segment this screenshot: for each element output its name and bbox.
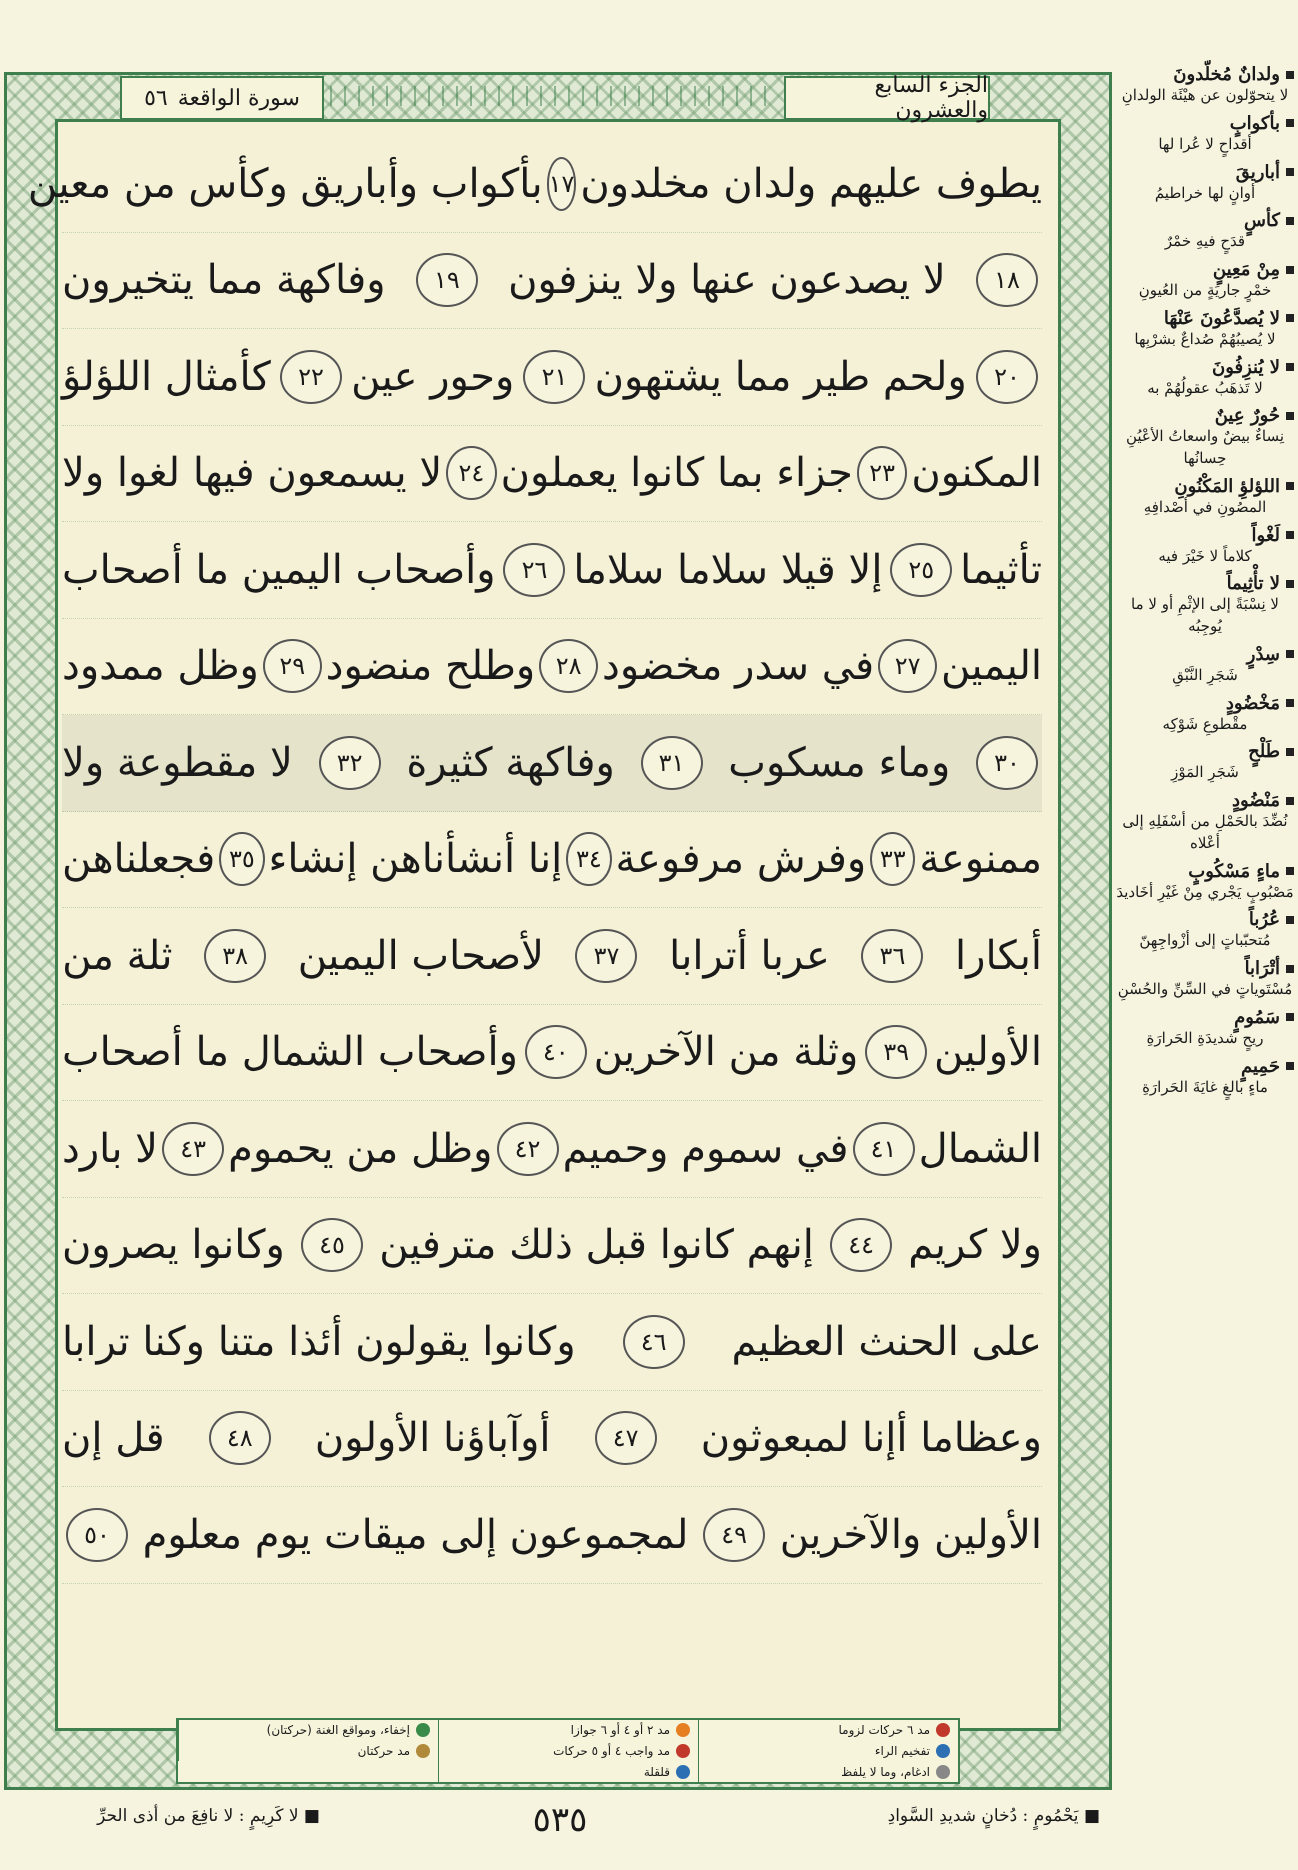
verse-segment: وأصحاب اليمين ما أصحاب (62, 546, 496, 593)
verse-segment: الشمال (918, 1125, 1042, 1172)
ayah-number-marker: ٤٦ (623, 1315, 685, 1369)
ayah-number-marker: ٤٤ (830, 1218, 892, 1272)
glossary-entry (1116, 259, 1294, 302)
glossary-entry (1116, 113, 1294, 156)
verse-segment: ولا كريم (908, 1222, 1042, 1269)
verse-text-area (27, 136, 1042, 1696)
ayah-number-marker: ٣٩ (865, 1025, 927, 1079)
verse-segment: الأولين والآخرين (779, 1511, 1042, 1558)
legend-item (698, 1761, 958, 1782)
verse-segment: وماء مسكوب (728, 739, 951, 786)
ayah-number-marker: ١٩ (416, 253, 478, 307)
verse-segment: يطوف عليهم ولدان مخلدون (580, 160, 1042, 207)
glossary-entry (1116, 573, 1294, 638)
legend-item (438, 1741, 698, 1762)
ayah-number-marker: ٣٤ (566, 832, 611, 886)
glossary-definition: شَجَرِ المَوْزِ (1171, 763, 1239, 782)
verse-segment: وكانوا يصرون (62, 1222, 285, 1269)
verse-line (62, 1101, 1042, 1198)
legend-item (698, 1720, 958, 1741)
legend-label: مد حركتان (357, 1743, 410, 1758)
glossary-term (1116, 210, 1294, 231)
glossary-entry (1116, 525, 1294, 568)
glossary-definition: خمْرٍ جاريَةٍ من العُيونِ (1138, 281, 1272, 299)
legend-color-dot (936, 1744, 950, 1758)
glossary-entry (1116, 1007, 1294, 1050)
ayah-number-marker: ٤٠ (525, 1025, 587, 1079)
legend-color-dot (416, 1744, 430, 1758)
verse-line (62, 522, 1042, 619)
ayah-number-marker: ٣٠ (976, 736, 1038, 790)
legend-label: ادغام، وما لا يلفظ (841, 1764, 930, 1779)
verse-segment: وظل ممدود (62, 643, 259, 690)
glossary-term-text: مِنْ مَعِينٍ (1212, 259, 1280, 280)
glossary-entry (1116, 790, 1294, 855)
verse-segment: لا يسمعون فيها لغوا ولا (62, 450, 443, 497)
glossary-term-text: لَغْواً (1251, 524, 1280, 546)
glossary-term-text: بأكوابٍ (1229, 112, 1280, 134)
verse-segment: إنهم كانوا قبل ذلك مترفين (379, 1222, 814, 1269)
glossary-term-text: مَنْضُودٍ (1232, 790, 1280, 811)
glossary-entry (1116, 162, 1294, 205)
glossary-term (1116, 525, 1294, 546)
verse-segment: لأصحاب اليمين (297, 932, 544, 979)
glossary-term (1116, 573, 1294, 594)
verse-segment: وكانوا يقولون أئذا متنا وكنا ترابا (62, 1318, 576, 1365)
glossary-term (1116, 162, 1294, 183)
glossary-definition: قدَحٍ فيهِ خمْرٌ (1164, 232, 1246, 251)
verse-segment: كأمثال اللؤلؤ (62, 353, 271, 400)
page-number: ٥٣٥ (532, 1800, 588, 1840)
verse-segment: في سموم وحميم (562, 1125, 849, 1172)
ayah-number-marker: ٢٣ (857, 446, 907, 500)
legend-label: إخفاء، ومواقع الغنة (حركتان) (266, 1723, 410, 1738)
footer-note-right: ■ يَحْمُومٍ : دُخانٍ شديدِ السَّوادِ (887, 1806, 1100, 1826)
verse-segment: قل إن (62, 1415, 165, 1462)
glossary-term (1116, 357, 1294, 378)
glossary-definition: أقداحٍ لا عُرا لها (1158, 134, 1252, 153)
glossary-term (1116, 64, 1294, 85)
ayah-number-marker: ٢٨ (539, 639, 598, 693)
verse-segment: على الحنث العظيم (731, 1318, 1042, 1365)
verse-line (62, 715, 1042, 812)
verse-line (62, 426, 1042, 523)
verse-line (62, 908, 1042, 1005)
legend-item (178, 1741, 438, 1762)
glossary-entry (1116, 476, 1294, 519)
verse-line (62, 1391, 1042, 1488)
verse-segment: وطلح منضود (325, 643, 536, 690)
ayah-number-marker: ٢١ (523, 350, 585, 404)
verse-segment: وظل من يحموم (228, 1125, 493, 1172)
surah-number: ٥٦ (144, 85, 168, 111)
header-ornament (330, 86, 774, 106)
verse-segment: وفرش مرفوعة (615, 836, 867, 883)
glossary-term-text: طَلْحٍ (1248, 741, 1280, 763)
glossary-entry (1116, 741, 1294, 784)
verse-segment: وفاكهة مما يتخيرون (62, 257, 386, 304)
glossary-term-text: حَمِيمٍ (1241, 1055, 1280, 1077)
ayah-number-marker: ٥٠ (66, 1508, 128, 1562)
ayah-number-marker: ٣٥ (219, 832, 264, 886)
ayah-number-marker: ٣٣ (870, 832, 915, 886)
glossary-term-text: سَمُومٍ (1234, 1006, 1280, 1028)
glossary-entry (1116, 64, 1294, 107)
glossary-term-text: لا تأْثِيماً (1226, 573, 1280, 595)
verse-segment: جزاء بما كانوا يعملون (500, 450, 853, 497)
glossary-entry (1116, 357, 1294, 400)
glossary-term (1116, 1056, 1294, 1077)
glossary-term-text: اللؤلؤِ المَكْنُونِ (1174, 475, 1280, 497)
verse-segment: وفاكهة كثيرة (406, 739, 615, 786)
glossary-definition: مقْطوعِ شَوْكِه (1162, 714, 1248, 733)
glossary-definition: مُتحبّباتٍ إلى أزْواجِهِنّ (1139, 931, 1271, 950)
ayah-number-marker: ٤٢ (497, 1122, 559, 1176)
legend-label: مد ٦ حركات لزوما (838, 1723, 930, 1738)
verse-line (62, 1487, 1042, 1584)
legend-label: تفخيم الراء (874, 1743, 930, 1758)
verse-segment: إنا أنشأناهن إنشاء (268, 836, 563, 883)
legend-item (178, 1720, 438, 1741)
verse-segment: في سدر مخضود (602, 643, 875, 690)
verse-segment: ممنوعة (919, 836, 1042, 883)
verse-segment: لا بارد (62, 1125, 158, 1172)
juz-label: الجزء السابع والعشرون (874, 73, 988, 123)
glossary-entry (1116, 405, 1294, 470)
glossary-term (1116, 405, 1294, 426)
verse-line (62, 329, 1042, 426)
verse-segment: ولحم طير مما يشتهون (594, 353, 967, 400)
glossary-term (1116, 259, 1294, 280)
ayah-number-marker: ٤٣ (162, 1122, 224, 1176)
verse-segment: الأولين (934, 1029, 1042, 1076)
glossary-term-text: مَخْضُودٍ (1225, 692, 1280, 714)
verse-segment: وثلة من الآخرين (593, 1029, 859, 1076)
tajweed-legend (176, 1718, 960, 1784)
verse-line (62, 1294, 1042, 1391)
verse-segment: وعظاما أإنا لمبعوثون (700, 1415, 1042, 1462)
glossary-entry (1116, 210, 1294, 253)
verse-segment: تأثيما (960, 546, 1042, 593)
glossary-term-text: ماءٍ مَسْكُوبٍ (1188, 860, 1280, 882)
ayah-number-marker: ٣٦ (861, 929, 923, 983)
glossary-term (1116, 958, 1294, 979)
verse-segment: اليمين (940, 643, 1042, 690)
glossary-term (1116, 790, 1294, 811)
glossary-term (1116, 308, 1294, 329)
verse-line (62, 812, 1042, 909)
legend-color-dot (676, 1765, 690, 1779)
ayah-number-marker: ٢٥ (890, 543, 952, 597)
ayah-number-marker: ٢٤ (446, 446, 496, 500)
verse-segment: لا مقطوعة ولا (62, 739, 293, 786)
ayah-number-marker: ١٨ (976, 253, 1038, 307)
legend-color-dot (676, 1723, 690, 1737)
verse-segment: أوآباؤنا الأولون (314, 1415, 551, 1462)
ayah-number-marker: ٢٧ (878, 639, 937, 693)
verse-line (62, 1005, 1042, 1102)
glossary-definition: نِساءٌ بيضٌ واسعاتُ الأعْيُنِ حِسانُها (1125, 427, 1285, 467)
verse-line (62, 1198, 1042, 1295)
glossary-entry (1116, 909, 1294, 952)
ayah-number-marker: ٤١ (853, 1122, 915, 1176)
legend-label: قلقلة (643, 1764, 670, 1779)
glossary-term (1116, 113, 1294, 134)
glossary-entry (1116, 958, 1294, 1001)
glossary-definition: ريحٍ شديدَةِ الحَرارَةِ (1146, 1028, 1264, 1047)
verse-segment: المكنون (911, 450, 1042, 497)
glossary-term-text: لا يُنزِفُونَ (1211, 356, 1280, 378)
glossary-entry (1116, 861, 1294, 904)
glossary-definition: مَصْبُوبٍ يَجْري مِنْ غَيْرِ أخَاديدَ (1116, 882, 1294, 901)
verse-segment: فجعلناهن (62, 836, 216, 883)
glossary-term (1116, 909, 1294, 930)
ayah-number-marker: ٢٢ (280, 350, 342, 404)
glossary-term-text: سِدْرٍ (1246, 643, 1280, 665)
ayah-number-marker: ٣١ (641, 736, 703, 790)
glossary-term-text: ولدانٌ مُخلّدونَ (1173, 64, 1280, 85)
verse-segment: أبكارا (955, 932, 1042, 979)
glossary-definition: أوانٍ لها خراطيمُ (1154, 183, 1256, 202)
glossary-term-text: أتْرَاباً (1244, 958, 1280, 979)
verse-line (27, 136, 1042, 233)
glossary-definition: مُسْتَوياتٍ في السِّنِّ والحُسْنِ (1117, 980, 1293, 998)
verse-line (62, 619, 1042, 716)
surah-label: سورة الواقعة (177, 85, 300, 111)
ayah-number-marker: ١٧ (547, 157, 577, 211)
glossary-term (1116, 693, 1294, 714)
glossary-entry (1116, 308, 1294, 351)
ayah-number-marker: ٤٧ (595, 1411, 657, 1465)
glossary-term (1116, 741, 1294, 762)
glossary-term (1116, 476, 1294, 497)
surah-title (120, 76, 324, 120)
legend-label: مد واجب ٤ أو ٥ حركات (553, 1743, 670, 1758)
glossary-term (1116, 1007, 1294, 1028)
ayah-number-marker: ٣٢ (319, 736, 381, 790)
glossary-definition: لا يتحوّلون عن هيْئَة الولدانِ (1121, 86, 1289, 104)
glossary-definition: نُضِّدَ بالحَمْلِ من أسْفَلِهِ إلى أعْلاه (1122, 812, 1288, 852)
glossary-term-text: كأسٍ (1243, 210, 1280, 232)
glossary-definition: المصُونِ في أصْدافِهِ (1143, 497, 1267, 516)
verse-segment: عربا أترابا (669, 932, 830, 979)
glossary-definition: لا نِسْبَةً إلى الإثْمِ أو لا ما يُوجِبُه (1131, 595, 1279, 635)
ayah-number-marker: ٤٩ (703, 1508, 765, 1562)
glossary-entry (1116, 1056, 1294, 1099)
ayah-number-marker: ٣٧ (575, 929, 637, 983)
verse-segment: وأصحاب الشمال ما أصحاب (62, 1029, 518, 1076)
ayah-number-marker: ٤٥ (301, 1218, 363, 1272)
legend-color-dot (936, 1723, 950, 1737)
legend-item (438, 1720, 698, 1741)
verse-segment: لمجموعون إلى ميقات يوم معلوم (142, 1511, 689, 1558)
glossary-term-text: حُورٌ عِينٌ (1214, 405, 1280, 427)
ayah-number-marker: ٢٠ (976, 350, 1038, 404)
ayah-number-marker: ٤٨ (209, 1411, 271, 1465)
footer-note-left: ■ لا كَرِيمٍ : لا نافِعَ من أذى الحرِّ (97, 1806, 320, 1826)
glossary-definition: لا تَذهَبُ عقولُهُمْ به (1147, 378, 1263, 397)
glossary-definition: لا يُصيبُهُمْ صُداعٌ بشرْبِها (1134, 329, 1276, 348)
legend-color-dot (676, 1744, 690, 1758)
glossary-term-text: عُرُباً (1248, 909, 1280, 931)
glossary-definition: شَجَرِ النَّبْقِ (1172, 665, 1238, 684)
ayah-number-marker: ٢٩ (263, 639, 322, 693)
glossary-term-text: لا يُصدَّعُونَ عَنْهَا (1163, 307, 1280, 329)
verse-line (62, 233, 1042, 330)
legend-label: مد ٢ أو ٤ أو ٦ جوازا (570, 1723, 670, 1738)
glossary-definition: ماءٍ بالغٍ غايَةَ الحَرارَةِ (1142, 1077, 1268, 1096)
verse-segment: إلا قيلا سلاما سلاما (573, 546, 883, 593)
glossary-term (1116, 644, 1294, 665)
verse-segment: بأكواب وأباريق وكأس من معين (27, 160, 543, 207)
verse-segment: وحور عين (351, 353, 515, 400)
legend-color-dot (416, 1723, 430, 1737)
ayah-number-marker: ٣٨ (204, 929, 266, 983)
glossary-entry (1116, 644, 1294, 687)
glossary-entry (1116, 693, 1294, 736)
glossary-sidebar (1116, 64, 1294, 1784)
legend-item (698, 1741, 958, 1762)
glossary-term-text: أباريقَ (1235, 161, 1280, 183)
legend-color-dot (936, 1765, 950, 1779)
glossary-definition: كلاماً لا خَيْرَ فيه (1158, 546, 1252, 565)
ayah-number-marker: ٢٦ (503, 543, 565, 597)
legend-item (438, 1761, 698, 1782)
glossary-term (1116, 861, 1294, 882)
verse-segment: لا يصدعون عنها ولا ينزفون (508, 257, 946, 304)
juz-title (784, 73, 990, 123)
verse-segment: ثلة من (62, 932, 173, 979)
